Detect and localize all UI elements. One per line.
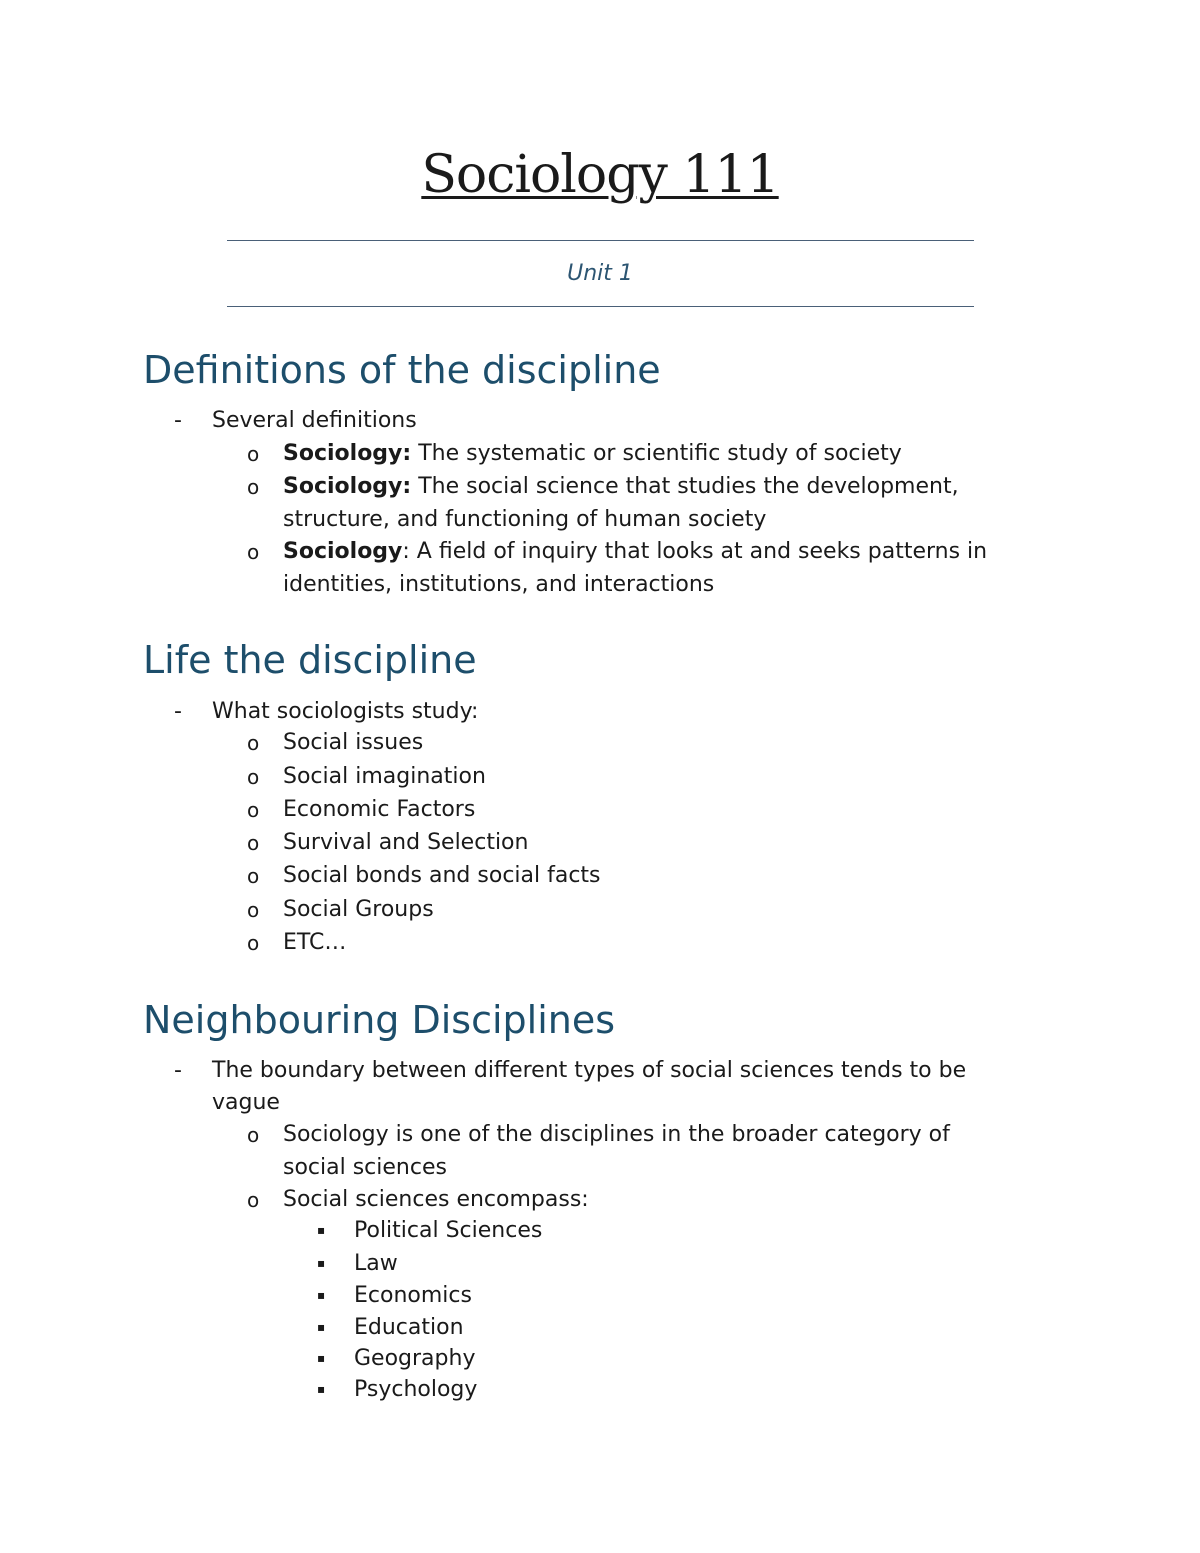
definition-text: : A field of inquiry that looks at and seeks patterns in	[402, 539, 988, 564]
circle-bullet: o	[247, 798, 260, 822]
circle-bullet: o	[247, 898, 260, 922]
sub-list-item: Law	[354, 1251, 398, 1276]
list-item-intro-continuation: vague	[212, 1090, 280, 1115]
square-bullet: ▪	[317, 1256, 326, 1270]
square-bullet: ▪	[317, 1320, 326, 1334]
dash-bullet: -	[174, 699, 182, 724]
list-item-intro: What sociologists study:	[212, 699, 479, 724]
definition-text: The social science that studies the development,	[411, 474, 959, 499]
section-heading-neighbouring: Neighbouring Disciplines	[143, 998, 616, 1042]
circle-bullet: o	[247, 540, 260, 564]
circle-bullet: o	[247, 864, 260, 888]
circle-bullet: o	[247, 765, 260, 789]
list-item: Social bonds and social facts	[283, 863, 601, 888]
sub-list-item: Education	[354, 1315, 464, 1340]
list-item-intro: Several definitions	[212, 408, 417, 433]
sub-list-item: Political Sciences	[354, 1218, 543, 1243]
section-heading-life: Life the discipline	[143, 638, 477, 682]
sub-list-item: Geography	[354, 1346, 476, 1371]
list-item: Social sciences encompass:	[283, 1187, 589, 1212]
document-subtitle: Unit 1	[567, 261, 633, 286]
list-item: Social issues	[283, 730, 424, 755]
square-bullet: ▪	[317, 1288, 326, 1302]
dash-bullet: -	[174, 408, 182, 433]
list-item: Social imagination	[283, 764, 486, 789]
list-item: Economic Factors	[283, 797, 476, 822]
list-item: ETC…	[283, 930, 347, 955]
circle-bullet: o	[247, 475, 260, 499]
sub-list-item: Economics	[354, 1283, 472, 1308]
definition-text: The systematic or scientific study of society	[411, 441, 902, 466]
circle-bullet: o	[247, 1188, 260, 1212]
definition-item-continuation: identities, institutions, and interactions	[283, 572, 715, 597]
dash-bullet: -	[174, 1058, 182, 1083]
circle-bullet: o	[247, 831, 260, 855]
document-title-text: Sociology 111	[421, 145, 779, 205]
definition-item-continuation: structure, and functioning of human society	[283, 507, 767, 532]
sub-list-item: Psychology	[354, 1377, 478, 1402]
section-heading-definitions: Definitions of the discipline	[143, 348, 661, 392]
definition-item	[283, 470, 1073, 503]
square-bullet: ▪	[317, 1351, 326, 1365]
list-item: Sociology is one of the disciplines in the broader category of	[283, 1122, 950, 1147]
circle-bullet: o	[247, 731, 260, 755]
definition-item	[283, 535, 1073, 568]
list-item: Social Groups	[283, 897, 434, 922]
list-item-intro: The boundary between different types of social sciences tends to be	[212, 1058, 967, 1083]
document-title	[0, 140, 1200, 210]
square-bullet: ▪	[317, 1382, 326, 1396]
definition-item	[283, 437, 1073, 470]
subtitle-top-rule	[227, 240, 974, 241]
circle-bullet: o	[247, 442, 260, 466]
list-item-continuation: social sciences	[283, 1155, 447, 1180]
list-item: Survival and Selection	[283, 830, 529, 855]
square-bullet: ▪	[317, 1223, 326, 1237]
circle-bullet: o	[247, 931, 260, 955]
definition-term: Sociology	[283, 539, 403, 564]
definition-term: Sociology:	[283, 474, 412, 499]
circle-bullet: o	[247, 1123, 260, 1147]
definition-term: Sociology:	[283, 441, 412, 466]
subtitle-bottom-rule	[227, 306, 974, 307]
